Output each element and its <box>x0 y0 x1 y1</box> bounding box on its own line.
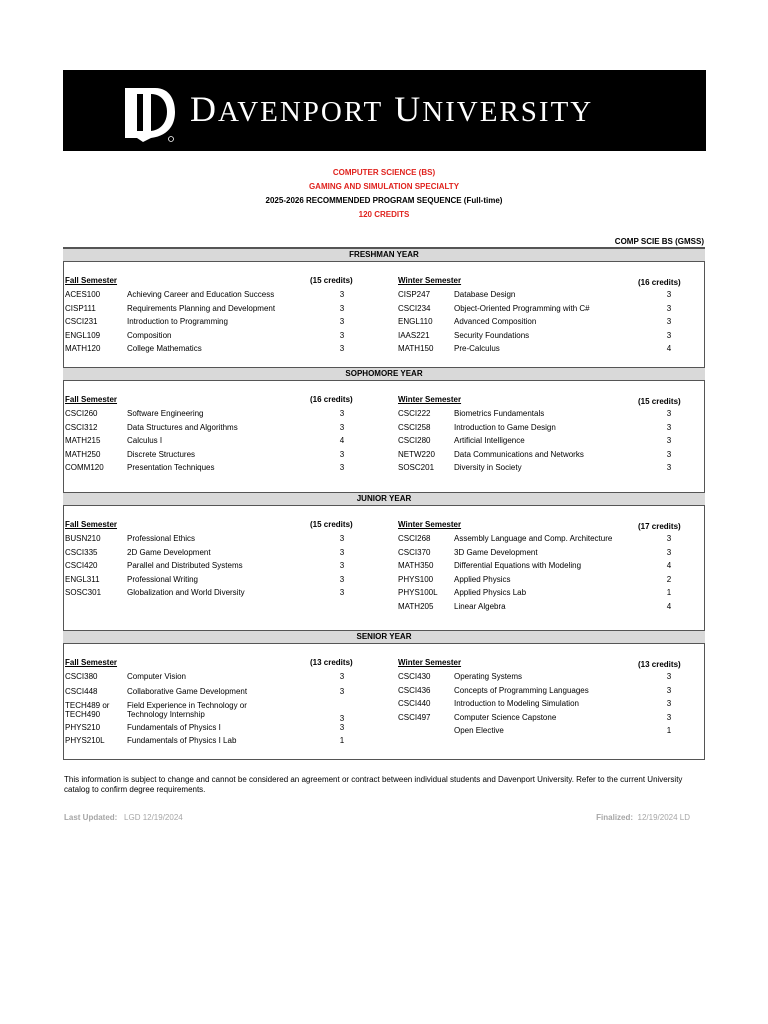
course-credits: 3 <box>339 672 345 681</box>
sequence-title: 2025-2026 RECOMMENDED PROGRAM SEQUENCE (Full-time) <box>265 196 503 205</box>
fall-semester-label: Fall Semester <box>65 276 118 285</box>
course-credits: 3 <box>339 317 345 326</box>
course-title: Operating Systems <box>454 672 523 681</box>
course-credits: 3 <box>666 672 672 681</box>
course-credits: 3 <box>339 713 345 723</box>
year-header: FRESHMAN YEAR <box>63 248 705 262</box>
course-title: Artificial Intelligence <box>454 436 525 445</box>
course-code: SOSC201 <box>398 463 435 472</box>
course-code: CSCI260 <box>65 409 98 418</box>
course-code: CSCI258 <box>398 422 431 432</box>
course-credits: 3 <box>339 574 345 584</box>
course-code: ENGL109 <box>65 330 101 340</box>
course-title: Open Elective <box>454 726 504 735</box>
fall-semester-credits: (13 credits) <box>310 658 353 667</box>
course-credits: 3 <box>339 722 345 732</box>
course-credits: 3 <box>339 422 345 432</box>
course-credits: 3 <box>666 685 672 695</box>
course-code: MATH215 <box>65 436 101 445</box>
course-credits: 3 <box>666 547 672 557</box>
course-code: CSCI436 <box>398 685 431 695</box>
course-title: College Mathematics <box>127 344 202 353</box>
course-credits: 3 <box>339 330 345 340</box>
course-code: CSCI280 <box>398 436 431 445</box>
course-title: Parallel and Distributed Systems <box>127 561 243 570</box>
course-title: Introduction to Programming <box>127 317 228 326</box>
last-updated: Last Updated: LGD 12/19/2024 <box>64 813 183 822</box>
course-title: Advanced Composition <box>454 317 537 326</box>
course-credits: 4 <box>339 436 345 445</box>
course-credits: 3 <box>339 687 345 696</box>
winter-semester-label: Winter Semester <box>398 520 462 529</box>
year-header: SENIOR YEAR <box>63 630 705 644</box>
course-credits: 3 <box>666 699 672 708</box>
course-title: Applied Physics Lab <box>454 588 527 597</box>
course-code: NETW220 <box>398 449 435 459</box>
course-title: Data Communications and Networks <box>454 449 584 459</box>
course-credits: 3 <box>339 588 345 597</box>
course-credits: 3 <box>666 712 672 722</box>
course-title: Composition <box>127 330 172 340</box>
course-credits: 1 <box>666 588 672 597</box>
winter-semester-credits: (16 credits) <box>638 278 681 287</box>
course-code: MATH350 <box>398 561 434 570</box>
course-title: Pre-Calculus <box>454 344 500 353</box>
specialty-title: GAMING AND SIMULATION SPECIALTY <box>308 182 460 191</box>
course-code: CSCI335 <box>65 547 98 557</box>
fall-semester-credits: (15 credits) <box>310 276 353 285</box>
course-credits: 3 <box>666 422 672 432</box>
course-title: Discrete Structures <box>127 449 196 459</box>
program-title: COMPUTER SCIENCE (BS) <box>332 168 436 177</box>
course-title: Computer Science Capstone <box>454 712 557 722</box>
course-code: CSCI268 <box>398 534 431 543</box>
winter-semester-credits: (15 credits) <box>638 397 681 406</box>
course-title: Technology Internship <box>127 709 205 719</box>
course-title: Requirements Planning and Development <box>127 303 276 313</box>
course-credits: 3 <box>339 561 345 570</box>
fall-semester-label: Fall Semester <box>65 658 118 667</box>
course-credits: 3 <box>339 290 345 299</box>
course-title: Biometrics Fundamentals <box>454 409 545 418</box>
course-title: Security Foundations <box>454 330 530 340</box>
course-title: Field Experience in Technology or <box>127 700 247 710</box>
course-credits: 3 <box>339 534 345 543</box>
course-credits: 1 <box>666 726 672 735</box>
course-credits: 3 <box>339 344 345 353</box>
winter-semester-label: Winter Semester <box>398 276 462 285</box>
course-credits: 3 <box>666 330 672 340</box>
course-title: 2D Game Development <box>127 547 211 557</box>
course-title: Linear Algebra <box>454 601 506 611</box>
fall-semester-credits: (16 credits) <box>310 395 353 404</box>
course-code: MATH250 <box>65 449 101 459</box>
course-title: Fundamentals of Physics I Lab <box>127 736 237 745</box>
course-code: TECH490 <box>65 709 101 719</box>
fall-semester-credits: (15 credits) <box>310 520 353 529</box>
course-code: PHYS100 <box>398 574 434 584</box>
course-credits: 4 <box>666 601 672 611</box>
course-title: Achieving Career and Education Success <box>127 290 275 299</box>
course-title: Professional Writing <box>127 574 198 584</box>
course-credits: 3 <box>666 290 672 299</box>
course-code: MATH120 <box>65 344 101 353</box>
course-code: IAAS221 <box>398 330 430 340</box>
course-credits: 3 <box>339 449 345 459</box>
course-code: CISP247 <box>398 290 431 299</box>
total-credits: 120 CREDITS <box>358 210 410 219</box>
course-title: Database Design <box>454 290 516 299</box>
course-code: MATH150 <box>398 344 434 353</box>
course-credits: 3 <box>339 463 345 472</box>
winter-semester-credits: (13 credits) <box>638 660 681 669</box>
course-code: CSCI497 <box>398 712 431 722</box>
course-title: Fundamentals of Physics I <box>127 722 221 732</box>
course-title: 3D Game Development <box>454 547 538 557</box>
course-code: CSCI222 <box>398 409 431 418</box>
course-title: Calculus I <box>127 436 163 445</box>
course-title: Object-Oriented Programming with C# <box>454 303 590 313</box>
course-title: Concepts of Programming Languages <box>454 685 589 695</box>
course-title: Diversity in Society <box>454 463 522 472</box>
course-title: Presentation Techniques <box>127 463 215 472</box>
course-code: SOSC301 <box>65 588 102 597</box>
course-title: Applied Physics <box>454 574 511 584</box>
fall-semester-label: Fall Semester <box>65 520 118 529</box>
course-credits: 3 <box>666 409 672 418</box>
course-credits: 3 <box>339 303 345 313</box>
course-code: CSCI231 <box>65 317 98 326</box>
program-code: COMP SCIE BS (GMSS) <box>614 237 704 246</box>
course-title: Introduction to Game Design <box>454 422 556 432</box>
course-credits: 1 <box>339 736 345 745</box>
course-code: CSCI448 <box>65 687 98 696</box>
winter-semester-label: Winter Semester <box>398 658 462 667</box>
course-code: TECH489 or <box>65 700 110 710</box>
course-credits: 4 <box>666 344 672 353</box>
university-banner <box>63 70 706 151</box>
course-code: BUSN210 <box>65 534 101 543</box>
course-code: CSCI380 <box>65 672 98 681</box>
course-code: CSCI312 <box>65 422 98 432</box>
course-credits: 3 <box>666 317 672 326</box>
course-credits: 3 <box>339 547 345 557</box>
course-code: CSCI370 <box>398 547 431 557</box>
course-code: CSCI440 <box>398 699 431 708</box>
course-credits: 3 <box>666 449 672 459</box>
year-header: SOPHOMORE YEAR <box>63 367 705 381</box>
course-code: COMM120 <box>65 463 104 472</box>
course-code: ENGL110 <box>398 317 433 326</box>
course-code: MATH205 <box>398 601 434 611</box>
course-code: ENGL311 <box>65 574 100 584</box>
davenport-logo-icon <box>121 82 177 142</box>
course-title: Collaborative Game Development <box>127 687 248 696</box>
course-title: Differential Equations with Modeling <box>454 561 582 570</box>
course-title: Globalization and World Diversity <box>127 588 245 597</box>
disclaimer-notice: This information is subject to change and cannot be considered an agreement or contract between individual students and Davenport University. Refer to the current University catalog to confirm degree requirements. <box>64 775 683 794</box>
course-credits: 3 <box>666 534 672 543</box>
course-credits: 3 <box>666 303 672 313</box>
course-code: PHYS210L <box>65 736 105 745</box>
course-title: Data Structures and Algorithms <box>127 422 238 432</box>
university-name: DAVENPORT UNIVERSITY <box>190 89 594 129</box>
course-title: Introduction to Modeling Simulation <box>454 699 579 708</box>
course-title: Computer Vision <box>127 672 186 681</box>
year-header: JUNIOR YEAR <box>63 492 705 506</box>
course-credits: 3 <box>666 436 672 445</box>
course-code: PHYS210 <box>65 722 101 732</box>
course-credits: 3 <box>666 463 672 472</box>
course-code: PHYS100L <box>398 588 438 597</box>
course-credits: 2 <box>666 574 672 584</box>
course-code: CSCI420 <box>65 561 98 570</box>
course-title: Professional Ethics <box>127 534 196 543</box>
winter-semester-credits: (17 credits) <box>638 522 681 531</box>
course-code: ACES100 <box>65 290 101 299</box>
winter-semester-label: Winter Semester <box>398 395 462 404</box>
finalized: Finalized: 12/19/2024 LD <box>596 813 690 822</box>
course-code: CSCI234 <box>398 303 431 313</box>
fall-semester-label: Fall Semester <box>65 395 118 404</box>
course-credits: 3 <box>339 409 345 418</box>
course-title: Assembly Language and Comp. Architecture <box>454 534 613 543</box>
course-code: CISP111 <box>65 303 96 313</box>
course-credits: 4 <box>666 561 672 570</box>
course-title: Software Engineering <box>127 409 204 418</box>
course-code: CSCI430 <box>398 672 431 681</box>
